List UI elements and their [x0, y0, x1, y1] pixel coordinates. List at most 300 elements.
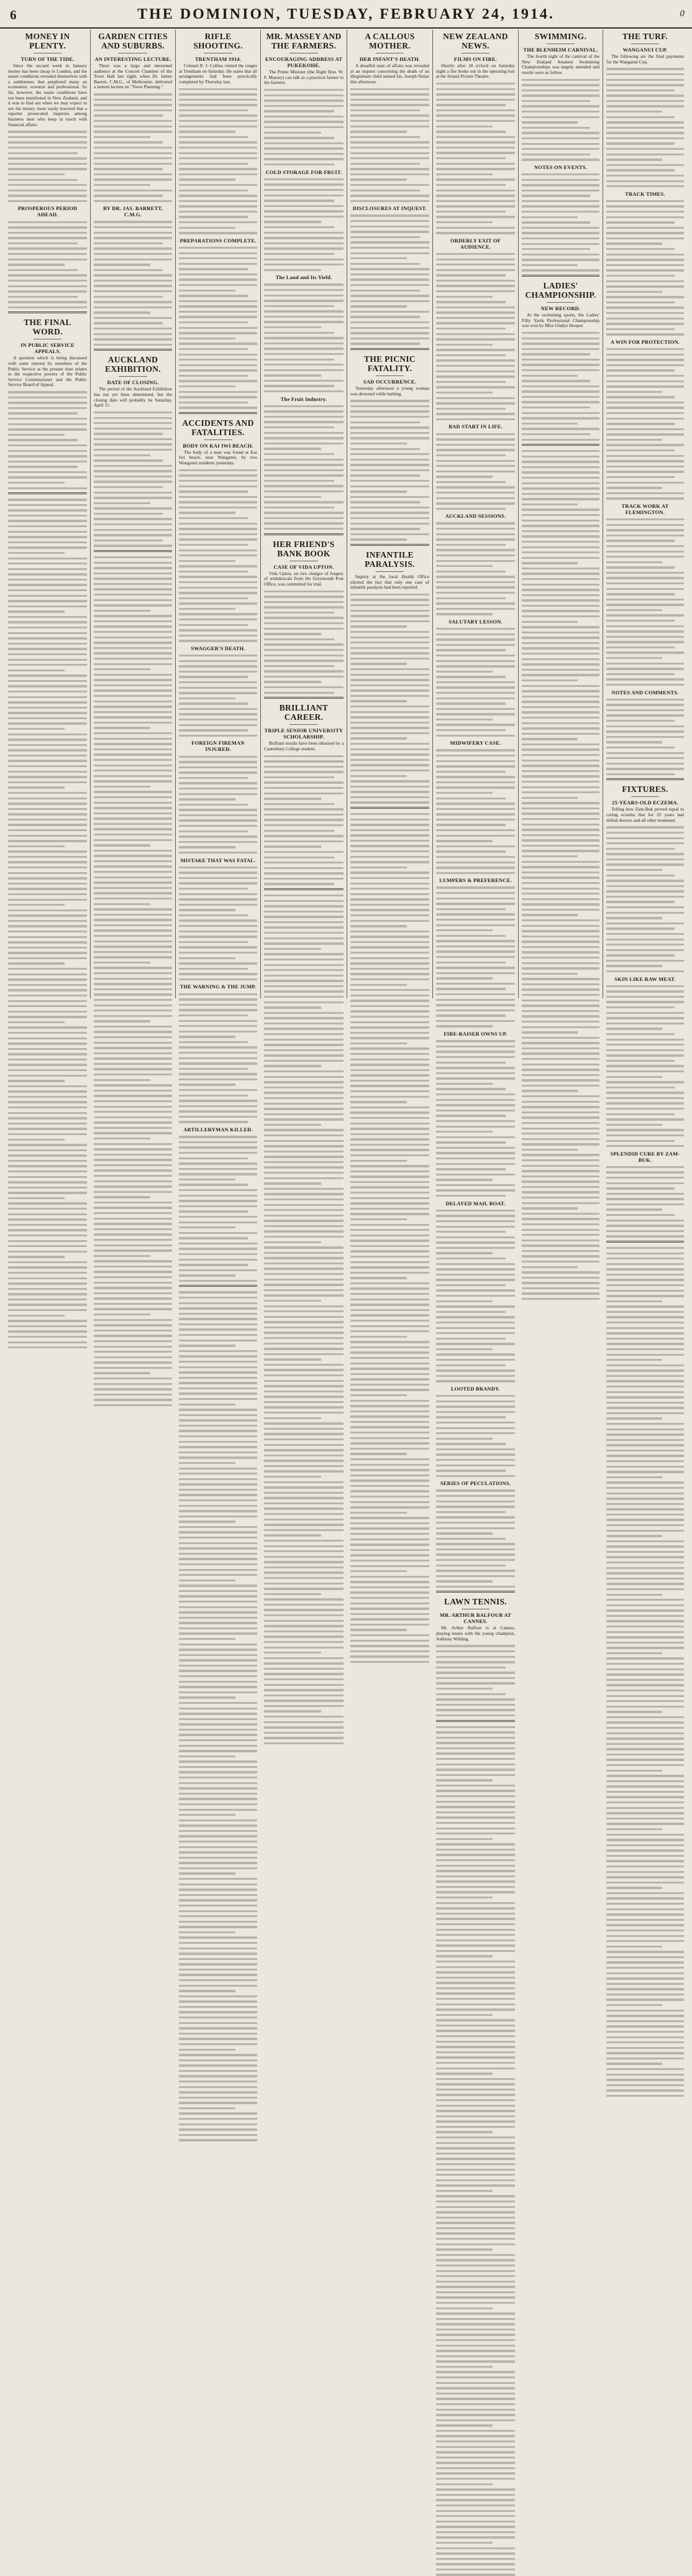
text-line: [179, 1520, 235, 1522]
text-line: [436, 2547, 515, 2549]
text-line: [264, 803, 334, 805]
text-line: [94, 290, 172, 292]
text-line: [179, 332, 257, 334]
text-line: [179, 523, 257, 525]
text-line: [94, 438, 172, 440]
text-line: [350, 936, 429, 937]
text-line: [94, 577, 172, 579]
text-line: [436, 1051, 515, 1052]
text-line: [8, 1037, 87, 1039]
text-line: [350, 1474, 429, 1476]
text-line: [606, 551, 684, 553]
text-line: [179, 480, 257, 482]
text-line: [606, 200, 684, 202]
text-line: [8, 755, 87, 757]
text-line: [350, 136, 420, 138]
text-line: [436, 898, 515, 899]
text-line: [179, 597, 248, 599]
text-line: [606, 545, 684, 547]
text-line: [606, 84, 684, 86]
text-line: [350, 1336, 407, 1338]
text-line: [522, 487, 599, 489]
text-line: [606, 333, 684, 335]
text-line: [350, 689, 429, 691]
text-line: [350, 1261, 429, 1263]
text-line: [94, 280, 172, 282]
text-line: [606, 1930, 684, 1931]
text-line: [94, 1052, 172, 1054]
text-line: [8, 1032, 87, 1034]
text-line: [8, 610, 65, 612]
text-line: [350, 1059, 429, 1060]
text-line: [606, 954, 675, 956]
text-line: [179, 385, 235, 387]
text-line: [436, 227, 515, 229]
text-line: [522, 621, 578, 623]
text-line: [179, 882, 257, 884]
text-line: [179, 1985, 257, 1987]
text-line: [606, 1230, 684, 1232]
text-line: [94, 1020, 150, 1022]
text-line: [264, 1294, 344, 1296]
text-line: [436, 375, 515, 377]
text-line: [264, 517, 344, 519]
text-line: [606, 1118, 684, 1120]
text-line: [8, 1288, 87, 1290]
text-line: [350, 343, 420, 344]
text-line: [264, 1337, 344, 1339]
text-line: [606, 1503, 684, 1505]
text-line: [436, 1779, 493, 1781]
text-line: [436, 397, 515, 399]
text-line: [179, 343, 257, 344]
text-line: [94, 285, 172, 287]
text-line: [179, 1884, 257, 1885]
text-line: [264, 1604, 344, 1606]
text-line: [264, 798, 321, 799]
text-line: [606, 1791, 684, 1793]
text-line: [606, 1631, 684, 1633]
text-line: [8, 637, 87, 639]
article: [8, 32, 87, 313]
text-line: [350, 1341, 429, 1343]
text-line: [264, 1721, 344, 1723]
text-line: [264, 1380, 344, 1382]
text-line: [436, 1731, 515, 1733]
text-line: [179, 364, 257, 366]
text-line: [94, 1047, 172, 1049]
text-line: [264, 819, 344, 821]
text-line: [436, 2478, 515, 2480]
text-line: [350, 1245, 429, 1247]
text-line: [606, 1493, 684, 1494]
text-line: [179, 973, 257, 975]
text-line: [350, 1069, 429, 1071]
article-divider: [436, 1591, 515, 1593]
text-line: [94, 887, 172, 889]
text-line: [179, 724, 257, 726]
text-line: [350, 1133, 429, 1135]
text-line: [350, 973, 429, 975]
text-line: [606, 1540, 684, 1542]
text-line: [522, 1042, 599, 1044]
text-line: [606, 1087, 675, 1088]
text-line: [179, 2112, 257, 2114]
text-line: [350, 1000, 429, 1001]
text-line: [264, 226, 334, 228]
text-line: [350, 1080, 429, 1082]
text-line: [436, 184, 506, 186]
text-line: [350, 305, 407, 307]
text-line: [350, 178, 407, 180]
article-subheading: BY DR. JAS. BARRETT, C.M.G.: [102, 205, 163, 218]
text-line: [436, 2131, 493, 2133]
text-line: [264, 1012, 344, 1014]
text-line: [94, 716, 172, 718]
text-line: [436, 613, 493, 615]
text-line: [606, 1695, 684, 1697]
text-line: [436, 2376, 515, 2378]
text-line: [522, 380, 590, 382]
text-line: [350, 647, 429, 649]
text-line: [436, 1332, 515, 1334]
article: [436, 1597, 515, 1721]
text-line: [8, 264, 65, 265]
text-line: [522, 269, 599, 271]
text-line: [436, 872, 515, 874]
text-line: [350, 190, 420, 191]
text-line: [436, 2329, 515, 2330]
text-line: [94, 1394, 172, 1396]
text-line: [179, 232, 257, 234]
text-line: [436, 776, 515, 778]
text-line: [350, 1175, 429, 1177]
text-line: [179, 1851, 257, 1853]
article-body-text: A dreadful state of affairs was revealed at an inquest concerning the death of an illegitimate child named Jas. Joseph Nolan this afternoon.: [350, 63, 429, 85]
text-line: [179, 190, 248, 191]
text-line: [179, 311, 257, 313]
text-line: [179, 1963, 257, 1965]
text-line: [606, 540, 675, 541]
text-line: [179, 507, 257, 508]
text-line: [350, 952, 429, 954]
text-line: [179, 1729, 257, 1731]
text-line: [94, 449, 172, 451]
text-line: [8, 563, 87, 564]
text-line: [179, 1468, 257, 1470]
text-line: [179, 898, 257, 900]
text-line: [436, 549, 515, 551]
text-line: [350, 464, 429, 466]
text-line: [606, 826, 684, 828]
text-line: [350, 1432, 429, 1433]
text-line: [94, 333, 172, 335]
article-headline: SWIMMING.: [534, 32, 587, 41]
text-line: [94, 1260, 172, 1262]
text-line: [436, 602, 515, 604]
text-line: [606, 1647, 684, 1649]
text-line: [436, 586, 515, 588]
text-line: [522, 978, 599, 980]
text-line: [522, 456, 599, 458]
text-line: [436, 418, 515, 420]
text-line: [350, 1581, 429, 1583]
text-line: [436, 1353, 515, 1355]
article-subheading: THE BLENHEIM CARNIVAL.: [523, 47, 598, 53]
text-line: [94, 136, 150, 138]
text-line: [436, 1465, 515, 1466]
text-line: [436, 1284, 506, 1286]
text-line: [606, 1391, 684, 1393]
text-line: [264, 638, 334, 640]
text-line: [606, 159, 662, 160]
text-line: [606, 121, 684, 123]
text-line: [606, 752, 684, 754]
text-line: [179, 1953, 257, 1954]
text-line: [522, 802, 599, 804]
text-line: [606, 1609, 684, 1611]
text-line: [350, 173, 429, 175]
text-line: [606, 105, 684, 107]
text-line: [179, 719, 257, 720]
text-line: [94, 1116, 172, 1118]
text-line: [8, 476, 87, 478]
text-line: [606, 561, 662, 563]
text-line: [264, 205, 344, 207]
text-line: [94, 131, 172, 132]
text-line: [8, 1187, 87, 1189]
text-line: [8, 856, 87, 858]
text-line: [350, 1453, 407, 1455]
text-line: [350, 663, 407, 665]
text-line: [94, 1330, 172, 1332]
text-line: [606, 1801, 684, 1803]
text-line: [179, 814, 257, 816]
text-line: [606, 312, 684, 314]
text-line: [179, 1409, 257, 1410]
text-line: [8, 1011, 87, 1013]
text-line: [350, 989, 429, 991]
text-line: [436, 311, 515, 313]
text-line: [179, 1708, 257, 1709]
text-line: [179, 485, 257, 487]
text-line: [606, 1562, 684, 1563]
text-line: [350, 1394, 407, 1396]
text-line: [179, 825, 257, 827]
text-line: [436, 1088, 506, 1090]
text-line: [94, 259, 172, 260]
article: [94, 32, 172, 351]
text-line: [264, 283, 344, 285]
text-line: [94, 1383, 172, 1385]
text-line: [264, 1529, 344, 1531]
text-line: [436, 338, 515, 340]
text-line: [179, 131, 235, 132]
text-line: [94, 647, 172, 649]
text-line: [606, 1956, 684, 1958]
text-line: [606, 996, 684, 998]
text-line: [522, 685, 599, 687]
text-line: [436, 1849, 515, 1851]
text-line: [94, 972, 172, 974]
text-line: [8, 685, 87, 687]
text-line: [436, 2110, 515, 2112]
text-line: [350, 1032, 429, 1034]
text-line: [606, 79, 684, 81]
text-line: [606, 1375, 684, 1377]
text-line: [350, 845, 429, 847]
text-line: [350, 437, 429, 439]
text-line: [606, 572, 684, 574]
text-line: [179, 263, 257, 265]
text-line: [436, 760, 515, 762]
text-line: [436, 1274, 515, 1276]
text-line: [606, 880, 684, 881]
text-line: [436, 2051, 515, 2053]
text-line: [522, 1244, 599, 1246]
text-line: [522, 781, 599, 783]
text-line: [264, 380, 344, 382]
text-line: [436, 2126, 515, 2128]
text-line: [8, 1059, 87, 1060]
text-line: [350, 861, 429, 863]
text-line: [606, 678, 684, 680]
text-line: [350, 533, 429, 535]
text-line: [8, 1165, 87, 1167]
text-line: [94, 786, 150, 788]
text-line: [436, 1559, 515, 1561]
text-line: [606, 354, 684, 356]
text-line: [606, 423, 675, 425]
text-line: [8, 1266, 87, 1268]
text-line: [179, 1259, 257, 1261]
text-line: [264, 310, 344, 312]
text-line: [8, 627, 87, 628]
text-line: [522, 353, 590, 355]
text-line: [350, 247, 429, 249]
text-line: [179, 1031, 257, 1033]
text-line: [606, 1354, 684, 1356]
text-line: [350, 801, 429, 803]
text-line: [264, 178, 344, 180]
text-line: [436, 2008, 515, 2010]
text-line: [606, 2079, 684, 2081]
text-line: [179, 2070, 257, 2072]
text-line: [94, 1100, 172, 1102]
text-line: [8, 141, 87, 143]
text-line: [350, 1618, 429, 1620]
text-line: [436, 2014, 493, 2016]
text-line: [94, 242, 163, 244]
text-line: [8, 877, 87, 879]
text-line: [436, 1859, 515, 1861]
text-line: [179, 1274, 235, 1276]
text-line: [350, 501, 420, 503]
text-line: [264, 1118, 344, 1120]
text-line: [606, 1849, 684, 1851]
text-line: [436, 1801, 515, 1803]
text-line: [436, 168, 515, 170]
text-line: [179, 830, 248, 832]
text-line: [606, 1102, 684, 1104]
text-line: [94, 637, 172, 638]
text-line: [436, 370, 515, 372]
text-line: [8, 482, 65, 484]
text-line: [8, 259, 87, 260]
text-line: [522, 79, 599, 81]
text-line: [94, 1005, 172, 1006]
text-line: [606, 1263, 684, 1265]
text-line: [436, 2339, 515, 2341]
text-line: [264, 343, 344, 344]
text-line: [350, 1224, 429, 1226]
text-line: [606, 1871, 684, 1873]
text-line: [264, 507, 334, 508]
text-line: [606, 1268, 684, 1270]
text-line: [350, 888, 429, 890]
text-line: [436, 2068, 515, 2069]
text-line: [522, 504, 578, 505]
text-line: [606, 556, 684, 558]
text-line: [179, 1888, 257, 1890]
text-line: [350, 1469, 429, 1471]
text-line: [179, 1990, 235, 1992]
text-line: [436, 2574, 515, 2575]
text-line: [436, 729, 506, 731]
text-line: [94, 738, 172, 740]
text-line: [8, 1144, 87, 1146]
text-line: [606, 433, 684, 435]
text-line: [264, 1684, 344, 1686]
text-line: [94, 812, 172, 814]
text-line: [436, 290, 515, 292]
text-line: [436, 471, 515, 472]
text-line: [94, 962, 150, 964]
text-line: [606, 917, 662, 919]
text-line: [522, 919, 599, 921]
text-line: [350, 300, 429, 302]
article-subheading: NOTES AND COMMENTS.: [611, 689, 679, 696]
text-line: [606, 832, 684, 834]
text-line: [179, 687, 257, 689]
text-line: [94, 988, 172, 990]
text-line: [264, 1647, 344, 1649]
text-line: [8, 157, 87, 159]
text-line: [522, 439, 599, 441]
text-line: [264, 814, 344, 816]
text-line: [522, 348, 599, 350]
text-line: [8, 1096, 87, 1098]
text-line: [606, 180, 684, 182]
text-line: [606, 1166, 684, 1168]
text-line: [94, 492, 172, 494]
text-line: [179, 1020, 257, 1022]
text-line: [8, 659, 87, 661]
text-line: [522, 594, 599, 596]
text-line: [179, 2134, 257, 2136]
text-line: [606, 1994, 684, 1995]
text-line: [436, 983, 515, 985]
text-line: [179, 1793, 257, 1795]
text-line: [94, 807, 172, 809]
text-line: [436, 1411, 515, 1413]
text-line: [522, 775, 599, 777]
text-line: [522, 839, 599, 841]
text-line: [350, 459, 429, 461]
text-line: [350, 195, 429, 196]
text-line: [436, 1316, 515, 1318]
text-line: [179, 576, 257, 577]
